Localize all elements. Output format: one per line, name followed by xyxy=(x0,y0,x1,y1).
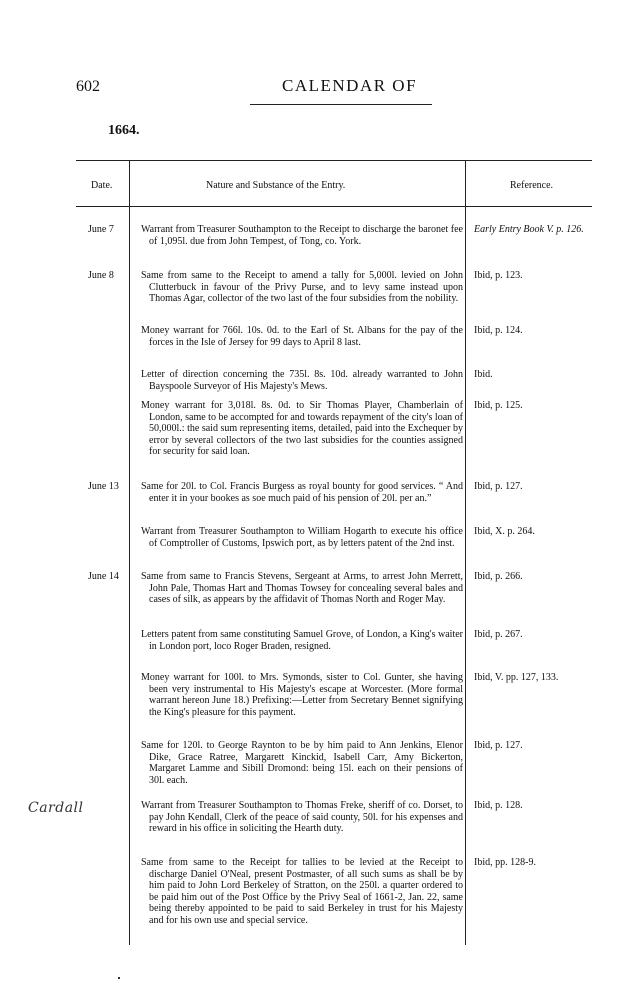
entry-text: Same for 20l. to Col. Francis Burgess as royal bounty for good services. “ And enter it in your bookes as soe much paid of his pension of 20l. per an.” xyxy=(141,481,463,504)
entry-date: June 8 xyxy=(88,270,114,281)
year-heading: 1664. xyxy=(108,123,140,138)
entry-reference: Ibid, V. pp. 127, 133. xyxy=(474,672,559,683)
entry-text: Money warrant for 766l. 10s. 0d. to the Earl of St. Albans for the pay of the forces in the Isle of Jersey for 99 days to April 8 last. xyxy=(141,325,463,348)
entry-date: June 7 xyxy=(88,224,114,235)
entry-text: Letter of direction concerning the 735l. 8s. 10d. already warranted to John Bayspoole Surveyor of His Majesty's Mews. xyxy=(141,369,463,392)
entry-text: Same from same to the Receipt to amend a tally for 5,000l. levied on John Clutterbuck in favour of the Privy Purse, and to levy same instead upon Thomas Agar, collector of the two last of the four subsidies from the nobility. xyxy=(141,270,463,304)
entry-text: Money warrant for 3,018l. 8s. 0d. to Sir Thomas Player, Chamberlain of London, same to be accompted for and towards repayment of the city's loan of 50,000l.: the said sum representing items, detailed, paid into the Exchequer by error by several collectors of the two last subsidies for the counties assigned for security for said loan. xyxy=(141,400,463,457)
entry-reference: Ibid, p. 127. xyxy=(474,481,523,492)
entry-reference: Ibid, pp. 128-9. xyxy=(474,857,536,868)
page-number: 602 xyxy=(76,78,100,95)
title-rule xyxy=(250,104,432,105)
entry-reference: Ibid. xyxy=(474,369,493,380)
entry-text: Letters patent from same constituting Samuel Grove, of London, a King's waiter in London port, loco Roger Braden, resigned. xyxy=(141,629,463,652)
entry-text: Warrant from Treasurer Southampton to William Hogarth to execute his office of Comptroller of Customs, Ipswich port, as by letters patent of the 2nd inst. xyxy=(141,526,463,549)
entry-reference: Ibid, p. 123. xyxy=(474,270,523,281)
entry-reference: Ibid, X. p. 264. xyxy=(474,526,535,537)
entry-text: Same from same to the Receipt for tallies to be levied at the Receipt to discharge Daniel O'Neal, present Postmaster, of all such sums as shall be by him paid to John Lord Berkeley of Stratton, on the 250l. a quarter ordered to be paid him out of the Post Office by the Privy Seal of 1661-2, Jan. 22, same being thereby appointed to be paid to said Berkeley in trust for his Majesty and for his own use and special service. xyxy=(141,857,463,926)
entry-reference: Ibid, p. 266. xyxy=(474,571,523,582)
entry-date: June 14 xyxy=(88,571,119,582)
entry-reference: Ibid, p. 125. xyxy=(474,400,523,411)
entry-text: Money warrant for 100l. to Mrs. Symonds, sister to Col. Gunter, she having been very instrumental to His Majesty's escape at Worcester. (More formal warrant hereon June 18.) Prefixing:—Letter from Secretary Bennet signifying the King's pleasure for this payment. xyxy=(141,672,463,718)
table-top-rule xyxy=(76,160,592,161)
table-header-rule xyxy=(76,206,592,207)
ink-speck xyxy=(118,977,120,979)
header-reference: Reference. xyxy=(510,180,554,191)
handwritten-margin-note: Cardall xyxy=(28,800,84,816)
entry-date: June 13 xyxy=(88,481,119,492)
column-divider-date xyxy=(129,160,130,945)
entry-text: Warrant from Treasurer Southampton to the Receipt to discharge the baronet fee of 1,095l. due from John Tempest, of Tong, co. York. xyxy=(141,224,463,247)
entry-reference: Ibid, p. 267. xyxy=(474,629,523,640)
entry-reference: Early Entry Book V. p. 126. xyxy=(474,224,584,235)
entry-reference: Ibid, p. 127. xyxy=(474,740,523,751)
header-nature: Nature and Substance of the Entry. xyxy=(206,180,346,191)
running-title: CALENDAR OF xyxy=(282,76,418,95)
entry-text: Same for 120l. to George Raynton to be by him paid to Ann Jenkins, Elenor Dike, Grace Ratree, Margarett Kinckid, Isabell Carr, Amy Bickerton, Margaret Lamme and Sibill Dromond: being 15l. each on their pensions of 30l. each. xyxy=(141,740,463,786)
column-divider-reference xyxy=(465,160,466,945)
entry-reference: Ibid, p. 128. xyxy=(474,800,523,811)
entry-text: Same from same to Francis Stevens, Sergeant at Arms, to arrest John Merrett, John Pale, Thomas Hart and Thomas Towsey for concealing several bales and cases of silk, as appears by the affidavit of Thomas North and Roger May. xyxy=(141,571,463,605)
entry-text: Warrant from Treasurer Southampton to Thomas Freke, sheriff of co. Dorset, to pay John Kendall, Clerk of the peace of said county, 50l. for his expenses and reward in his office in soliciting the Hearth duty. xyxy=(141,800,463,834)
header-date: Date. xyxy=(91,180,113,191)
entry-reference: Ibid, p. 124. xyxy=(474,325,523,336)
